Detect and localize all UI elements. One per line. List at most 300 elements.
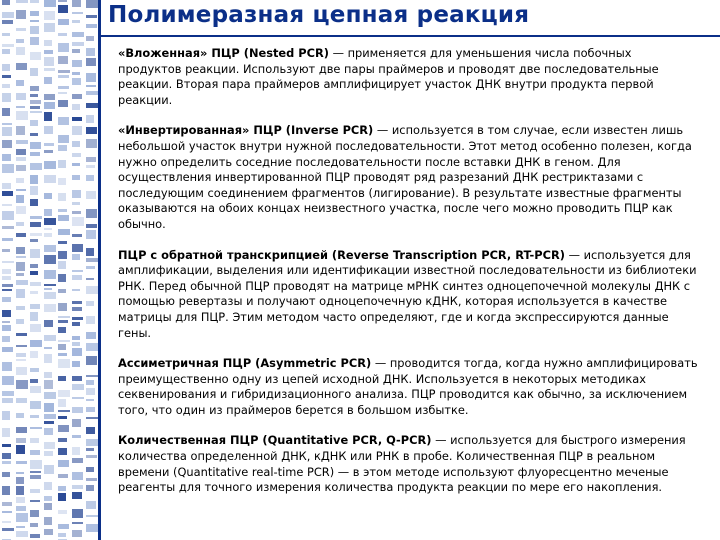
gel-band <box>72 72 80 75</box>
gel-band <box>44 228 52 230</box>
gel-band <box>16 233 26 237</box>
gel-band <box>44 517 52 525</box>
gel-band <box>30 368 39 372</box>
gel-band <box>16 0 28 3</box>
gel-band <box>86 248 94 256</box>
gel-band <box>2 376 14 385</box>
gel-band <box>16 359 26 361</box>
gel-band <box>30 26 39 34</box>
gel-band <box>16 157 26 161</box>
gel-band <box>58 135 69 143</box>
paragraph-asymmetric-pcr <box>118 356 698 418</box>
gel-band <box>44 150 53 153</box>
gel-band <box>16 111 28 120</box>
gel-band <box>86 501 96 509</box>
gel-bands-image <box>0 0 98 540</box>
gel-band <box>30 68 38 76</box>
gel-band <box>2 84 10 88</box>
gel-band <box>86 467 94 472</box>
gel-band <box>44 209 52 216</box>
gel-band <box>58 474 68 478</box>
gel-band <box>58 344 66 350</box>
gel-band <box>2 12 14 18</box>
gel-band <box>2 49 10 54</box>
gel-band <box>58 5 68 13</box>
gel-band <box>72 78 81 85</box>
gel-band <box>72 447 80 455</box>
gel-band <box>58 0 67 2</box>
gel-band <box>30 379 38 383</box>
gel-band <box>72 211 81 214</box>
gel-band <box>86 399 94 401</box>
gel-band <box>58 316 70 318</box>
gel-band <box>16 353 26 357</box>
gel-band <box>86 258 98 262</box>
gel-band <box>2 238 13 241</box>
gel-band <box>2 391 14 396</box>
gel-band <box>2 211 14 220</box>
gel-band <box>86 139 97 148</box>
gel-band <box>86 316 95 324</box>
gel-band <box>86 332 96 339</box>
gel-band <box>2 75 11 78</box>
gel-band <box>30 142 41 149</box>
gel-band <box>2 444 11 447</box>
gel-band <box>30 264 38 268</box>
gel-band <box>44 335 56 341</box>
gel-band <box>30 386 41 393</box>
gel-band <box>44 284 56 286</box>
gel-band <box>2 398 13 403</box>
gel-band <box>30 199 38 206</box>
gel-band <box>16 380 28 389</box>
gel-band <box>86 127 97 134</box>
gel-band <box>30 94 38 97</box>
gel-band <box>58 160 66 168</box>
gel-band <box>16 427 27 433</box>
gel-band <box>2 511 12 513</box>
gel-band <box>86 515 98 517</box>
gel-band <box>58 359 70 368</box>
gel-band <box>2 33 10 36</box>
gel-band <box>30 106 40 109</box>
gel-band <box>86 375 98 377</box>
gel-band <box>58 524 69 529</box>
gel-band <box>30 438 39 443</box>
gel-band <box>16 413 24 418</box>
gel-band <box>2 0 10 5</box>
gel-band <box>30 186 38 195</box>
gel-band <box>86 36 94 41</box>
gel-band <box>72 485 83 489</box>
gel-band <box>30 111 42 113</box>
gel-band <box>16 222 24 226</box>
gel-band <box>30 0 39 3</box>
gel-band <box>44 414 56 419</box>
gel-band <box>86 91 98 95</box>
gel-band <box>44 0 56 7</box>
gel-band <box>86 380 94 385</box>
gel-band <box>86 301 94 306</box>
gel-band <box>2 336 10 342</box>
gel-band <box>72 397 84 399</box>
term-nested-pcr: «Вложенная» ПЦР (Nested PCR) <box>118 46 329 60</box>
gel-band <box>44 372 52 378</box>
gel-band <box>86 58 96 66</box>
gel-band <box>58 70 70 73</box>
gel-band <box>44 102 55 109</box>
gel-band <box>30 20 39 22</box>
gel-band <box>58 410 70 412</box>
gel-band <box>58 399 66 407</box>
gel-band <box>16 247 25 254</box>
gel-band <box>16 472 24 474</box>
gel-band <box>30 216 42 219</box>
desc-nested-pcr: — применяется для уменьшения числа побочных продуктов реакции. Используют две пары праймеров и проводят две последовательные реакции. Вторая пара праймеров амплифицирует участок ДНК внутри продукта первой реакции. <box>118 46 659 107</box>
gel-band <box>58 425 69 432</box>
gel-band <box>16 149 26 155</box>
gel-band <box>44 112 52 121</box>
gel-band <box>86 286 98 294</box>
gel-band <box>2 521 11 523</box>
gel-band <box>16 256 26 258</box>
gel-band <box>72 336 80 340</box>
gel-band <box>30 312 38 321</box>
gel-band <box>16 10 26 19</box>
gel-band <box>58 145 67 151</box>
desc-rt-pcr: — используется для амплификации, выделения или идентификации известной последовательности из библиотеки РНК. Перед обычной ПЦР проводят на матрице мРНК синтез одноцепочечной молекулы ДНК с помощью ревертазы и получают одноцепочечную кДНК, которая используется в качестве матрицы для ПЦР. Этим методом часто определяют, где и когда экспрессируются данные гены. <box>118 247 697 340</box>
content-body <box>118 46 698 511</box>
gel-band <box>44 442 55 449</box>
gel-band <box>86 103 98 108</box>
gel-band <box>16 445 25 454</box>
gel-band <box>44 94 55 100</box>
gel-band <box>72 234 82 237</box>
gel-band <box>58 486 66 491</box>
gel-band <box>72 126 82 135</box>
gel-band <box>86 448 94 451</box>
gel-band <box>44 126 53 134</box>
gel-band <box>16 531 28 537</box>
gel-band <box>30 510 39 517</box>
gel-band <box>16 63 27 70</box>
gel-band <box>30 460 42 469</box>
vertical-divider <box>98 0 101 540</box>
gel-band <box>44 23 55 32</box>
gel-band <box>44 304 56 312</box>
gel-band <box>58 100 68 107</box>
gel-band <box>86 407 95 412</box>
gel-band <box>72 289 80 291</box>
gel-band <box>72 435 81 438</box>
gel-band <box>86 485 94 491</box>
gel-band <box>72 153 81 157</box>
term-rt-pcr: ПЦР с обратной транскрипцией (Reverse Transcription PCR, RT-PCR) <box>118 247 565 262</box>
gel-band <box>30 37 39 45</box>
gel-band <box>86 157 96 162</box>
page-title: Полимеразная цепная реакция <box>108 2 530 28</box>
gel-band <box>2 44 14 47</box>
gel-band <box>44 161 56 169</box>
gel-band <box>58 33 67 36</box>
gel-band <box>72 60 82 67</box>
gel-band <box>2 321 10 323</box>
gel-band <box>58 229 70 235</box>
gel-band <box>86 48 95 56</box>
gel-band <box>16 526 25 528</box>
gel-band <box>72 301 82 304</box>
gel-band <box>2 411 10 420</box>
gel-band <box>2 183 11 189</box>
gel-band <box>86 24 97 28</box>
gel-band <box>16 189 26 191</box>
desc-asymmetric-pcr: — проводится тогда, когда нужно амплифицировать преимущественно одну из цепей исходной ДНК. Используется в некоторых методиках секвенирования и гибридизационного анализа. ПЦР проводится как обычно, за исключением того, что один из праймеров берется в большом избытке. <box>118 356 698 417</box>
gel-band <box>16 513 28 522</box>
gel-band <box>2 428 10 437</box>
gel-band <box>16 319 24 324</box>
gel-band <box>72 254 80 260</box>
gel-band <box>44 421 54 424</box>
gel-band <box>44 193 52 199</box>
gel-band <box>44 245 56 252</box>
gel-band <box>2 472 10 477</box>
gel-band <box>72 472 83 480</box>
term-quantitative-pcr: Количественная ПЦР (Quantitative PCR, Q-PCR) <box>118 433 432 448</box>
gel-band <box>72 270 83 272</box>
gel-band <box>2 284 13 287</box>
gel-band <box>30 100 41 104</box>
gel-band <box>58 251 67 259</box>
gel-band <box>30 222 41 227</box>
gel-band <box>72 141 80 147</box>
gel-band <box>58 438 67 442</box>
gel-band <box>30 52 41 60</box>
gel-band <box>58 390 70 397</box>
gel-band <box>72 32 84 37</box>
gel-band <box>72 0 81 7</box>
gel-band <box>86 343 98 351</box>
gel-band <box>2 297 11 302</box>
gel-band <box>2 123 12 125</box>
gel-band <box>72 20 80 23</box>
gel-band <box>58 92 67 94</box>
gel-band <box>16 140 28 144</box>
gel-band <box>44 57 54 66</box>
gel-band <box>58 209 67 212</box>
gel-band <box>2 164 14 173</box>
gel-band <box>86 175 94 181</box>
gel-band <box>72 42 84 46</box>
gel-band <box>44 233 52 237</box>
gel-band <box>86 209 97 218</box>
gel-band <box>86 427 95 434</box>
gel-band <box>58 460 69 467</box>
gel-band <box>58 274 66 282</box>
gel-band <box>30 401 41 409</box>
gel-band <box>44 354 52 363</box>
gel-band <box>16 345 27 347</box>
gel-band <box>2 310 11 317</box>
gel-band <box>72 361 80 367</box>
gel-band <box>30 489 40 493</box>
gel-band <box>72 407 83 413</box>
gel-band <box>86 115 94 123</box>
gel-band <box>44 270 56 279</box>
gel-band <box>86 356 97 365</box>
gel-band <box>72 104 80 110</box>
gel-band <box>44 143 54 146</box>
gel-band <box>72 458 83 463</box>
gel-band <box>86 478 97 481</box>
gel-band <box>58 376 66 381</box>
gel-band <box>58 215 69 221</box>
gel-band <box>30 133 38 136</box>
gel-band <box>72 202 80 205</box>
gel-band <box>58 261 66 269</box>
gel-band <box>16 367 27 375</box>
gel-band <box>72 530 82 537</box>
gel-band <box>2 127 12 136</box>
gel-band <box>86 230 96 239</box>
gel-band <box>72 94 82 99</box>
gel-band <box>44 392 56 399</box>
dna-gel-decoration <box>0 0 98 540</box>
gel-band <box>16 438 26 443</box>
paragraph-rt-pcr <box>118 248 698 342</box>
gel-band <box>44 50 53 54</box>
gel-band <box>16 497 25 503</box>
title-underline <box>98 35 720 37</box>
gel-band <box>16 289 25 298</box>
gel-band <box>44 380 53 389</box>
gel-band <box>86 224 97 228</box>
gel-band <box>2 325 11 331</box>
gel-band <box>16 80 24 86</box>
gel-band <box>2 276 11 280</box>
gel-band <box>72 522 83 524</box>
gel-band <box>72 217 84 226</box>
gel-band <box>72 163 80 166</box>
gel-band <box>30 534 40 538</box>
gel-band <box>44 77 52 84</box>
gel-band <box>86 165 95 168</box>
gel-band <box>16 28 26 31</box>
gel-band <box>58 86 69 89</box>
gel-band <box>86 439 98 446</box>
gel-band <box>2 502 12 506</box>
gel-band <box>2 204 12 206</box>
gel-band <box>30 500 40 502</box>
gel-band <box>2 362 12 371</box>
gel-band <box>86 0 98 8</box>
gel-band <box>44 292 56 299</box>
gel-band <box>86 278 94 280</box>
gel-band <box>30 152 40 156</box>
gel-band <box>2 140 12 148</box>
gel-band <box>30 282 41 286</box>
gel-band <box>30 523 38 527</box>
gel-band <box>2 226 14 229</box>
gel-band <box>72 322 80 326</box>
gel-band <box>58 56 68 64</box>
gel-band <box>2 93 11 102</box>
gel-band <box>44 428 53 435</box>
gel-band <box>30 249 40 258</box>
gel-band <box>30 475 41 479</box>
gel-band <box>72 175 80 180</box>
gel-band <box>44 255 56 264</box>
gel-band <box>86 524 98 532</box>
term-inverse-pcr: «Инвертированная» ПЦР (Inverse PCR) <box>118 123 374 138</box>
gel-band <box>2 347 13 352</box>
gel-band <box>30 427 42 429</box>
term-asymmetric-pcr: Ассиметричная ПЦР (Asymmetric PCR) <box>118 356 372 371</box>
gel-band <box>58 353 67 356</box>
gel-band <box>58 493 66 501</box>
gel-band <box>16 126 25 135</box>
gel-band <box>16 262 25 271</box>
gel-band <box>2 108 10 116</box>
gel-band <box>58 193 66 201</box>
gel-band <box>58 416 67 419</box>
gel-band <box>30 233 42 236</box>
gel-band <box>16 273 24 276</box>
gel-band <box>16 280 28 285</box>
gel-band <box>58 510 67 514</box>
gel-band <box>44 347 52 349</box>
gel-band <box>58 75 69 78</box>
desc-inverse-pcr: — используется в том случае, если известен лишь небольшой участок внутри нужной последовательности. Этот метод особенно полезен, когда нужно определить соседние последовательности после вставки ДНК в геном. Для осуществления инвертированной ПЦР проводят ряд разрезаний ДНК рестриктазами с последующим соединением фрагментов (лигирование). В результате известные фрагменты оказываются на обоих концах неизвестного участка, после чего можно проводить ПЦР как обычно. <box>118 123 692 231</box>
gel-band <box>72 376 82 381</box>
gel-band <box>44 496 52 501</box>
gel-band <box>58 19 69 25</box>
gel-band <box>44 465 54 474</box>
gel-band <box>2 64 10 71</box>
gel-band <box>72 342 80 346</box>
gel-band <box>16 398 27 403</box>
gel-band <box>44 320 53 327</box>
gel-band <box>2 461 11 464</box>
gel-band <box>58 448 67 455</box>
gel-band <box>16 106 25 108</box>
gel-band <box>2 453 11 459</box>
gel-band <box>30 291 38 294</box>
gel-band <box>44 529 53 535</box>
gel-band <box>2 269 11 274</box>
gel-band <box>72 307 82 311</box>
gel-band <box>16 486 24 495</box>
gel-band <box>72 117 82 121</box>
gel-band <box>86 85 96 87</box>
gel-band <box>30 324 41 332</box>
gel-band <box>72 492 82 499</box>
gel-band <box>86 73 96 82</box>
gel-band <box>58 289 66 293</box>
gel-band <box>16 206 26 214</box>
gel-band <box>16 506 26 511</box>
gel-band <box>86 15 97 18</box>
gel-band <box>16 195 24 203</box>
gel-band <box>58 533 66 537</box>
gel-band <box>2 261 14 263</box>
gel-band <box>16 477 24 484</box>
gel-band <box>72 12 83 14</box>
gel-band <box>44 11 55 20</box>
gel-band <box>44 403 54 412</box>
gel-band <box>2 154 11 161</box>
gel-band <box>58 43 69 52</box>
gel-band <box>16 306 25 310</box>
